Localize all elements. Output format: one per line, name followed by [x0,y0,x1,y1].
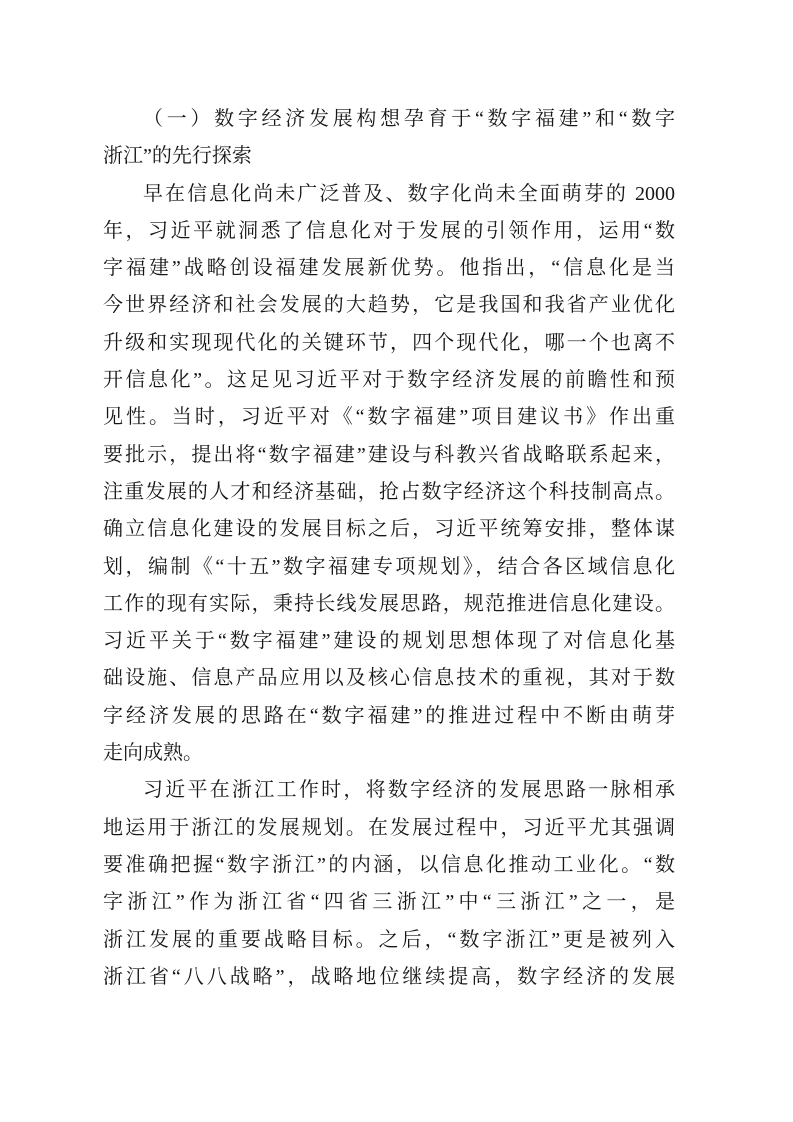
section-heading [103,101,675,176]
paragraph-digital-fujian [103,176,675,773]
body-line: 要准确把握“数字浙江”的内涵，以信息化推动工业化。“数 [103,853,675,876]
body-line: 见性。当时，习近平对《“数字福建”项目建议书》作出重 [103,406,675,429]
heading-line: 浙江”的先行探索 [103,145,252,168]
body-line: 开信息化”。这足见习近平对于数字经济发展的前瞻性和预 [103,369,675,392]
body-line: 字经济发展的思路在“数字福建”的推进过程中不断由萌芽 [103,704,675,727]
heading-line: （一）数字经济发展构想孕育于“数字福建”和“数字 [143,108,675,130]
body-line: 字福建”战略创设福建发展新优势。他指出，“信息化是当 [103,257,675,280]
body-line: 划，编制《“十五”数字福建专项规划》，结合各区域信息化 [103,555,675,578]
body-line: 今世界经济和社会发展的大趋势，它是我国和我省产业优化 [103,294,675,317]
document-text [103,101,675,996]
body-line: 础设施、信息产品应用以及核心信息技术的重视，其对于数 [103,667,675,690]
body-line: 要批示，提出将“数字福建”建设与科教兴省战略联系起来， [103,443,675,466]
body-line: 地运用于浙江的发展规划。在发展过程中，习近平尤其强调 [103,816,675,839]
body-line: 早在信息化尚未广泛普及、数字化尚未全面萌芽的 2000 [143,182,675,205]
body-line: 浙江发展的重要战略目标。之后，“数字浙江”更是被列入 [103,928,675,951]
body-line: 注重发展的人才和经济基础，抢占数字经济这个科技制高点。 [103,480,675,503]
body-line: 确立信息化建设的发展目标之后，习近平统筹安排，整体谋 [103,518,675,541]
body-line: 升级和实现现代化的关键环节，四个现代化，哪一个也离不 [103,331,675,354]
body-line: 工作的现有实际，秉持长线发展思路，规范推进信息化建设。 [103,592,675,615]
body-line: 浙江省“八八战略”，战略地位继续提高，数字经济的发展 [103,965,675,988]
body-line: 走向成熟。 [103,742,203,765]
body-line: 年，习近平就洞悉了信息化对于发展的引领作用，运用“数 [103,219,675,242]
body-line: 字浙江”作为浙江省“四省三浙江”中“三浙江”之一，是 [103,891,675,914]
body-line: 习近平在浙江工作时，将数字经济的发展思路一脉相承 [143,779,675,802]
paragraph-digital-zhejiang [103,772,675,996]
body-line: 习近平关于“数字福建”建设的规划思想体现了对信息化基 [103,630,675,653]
